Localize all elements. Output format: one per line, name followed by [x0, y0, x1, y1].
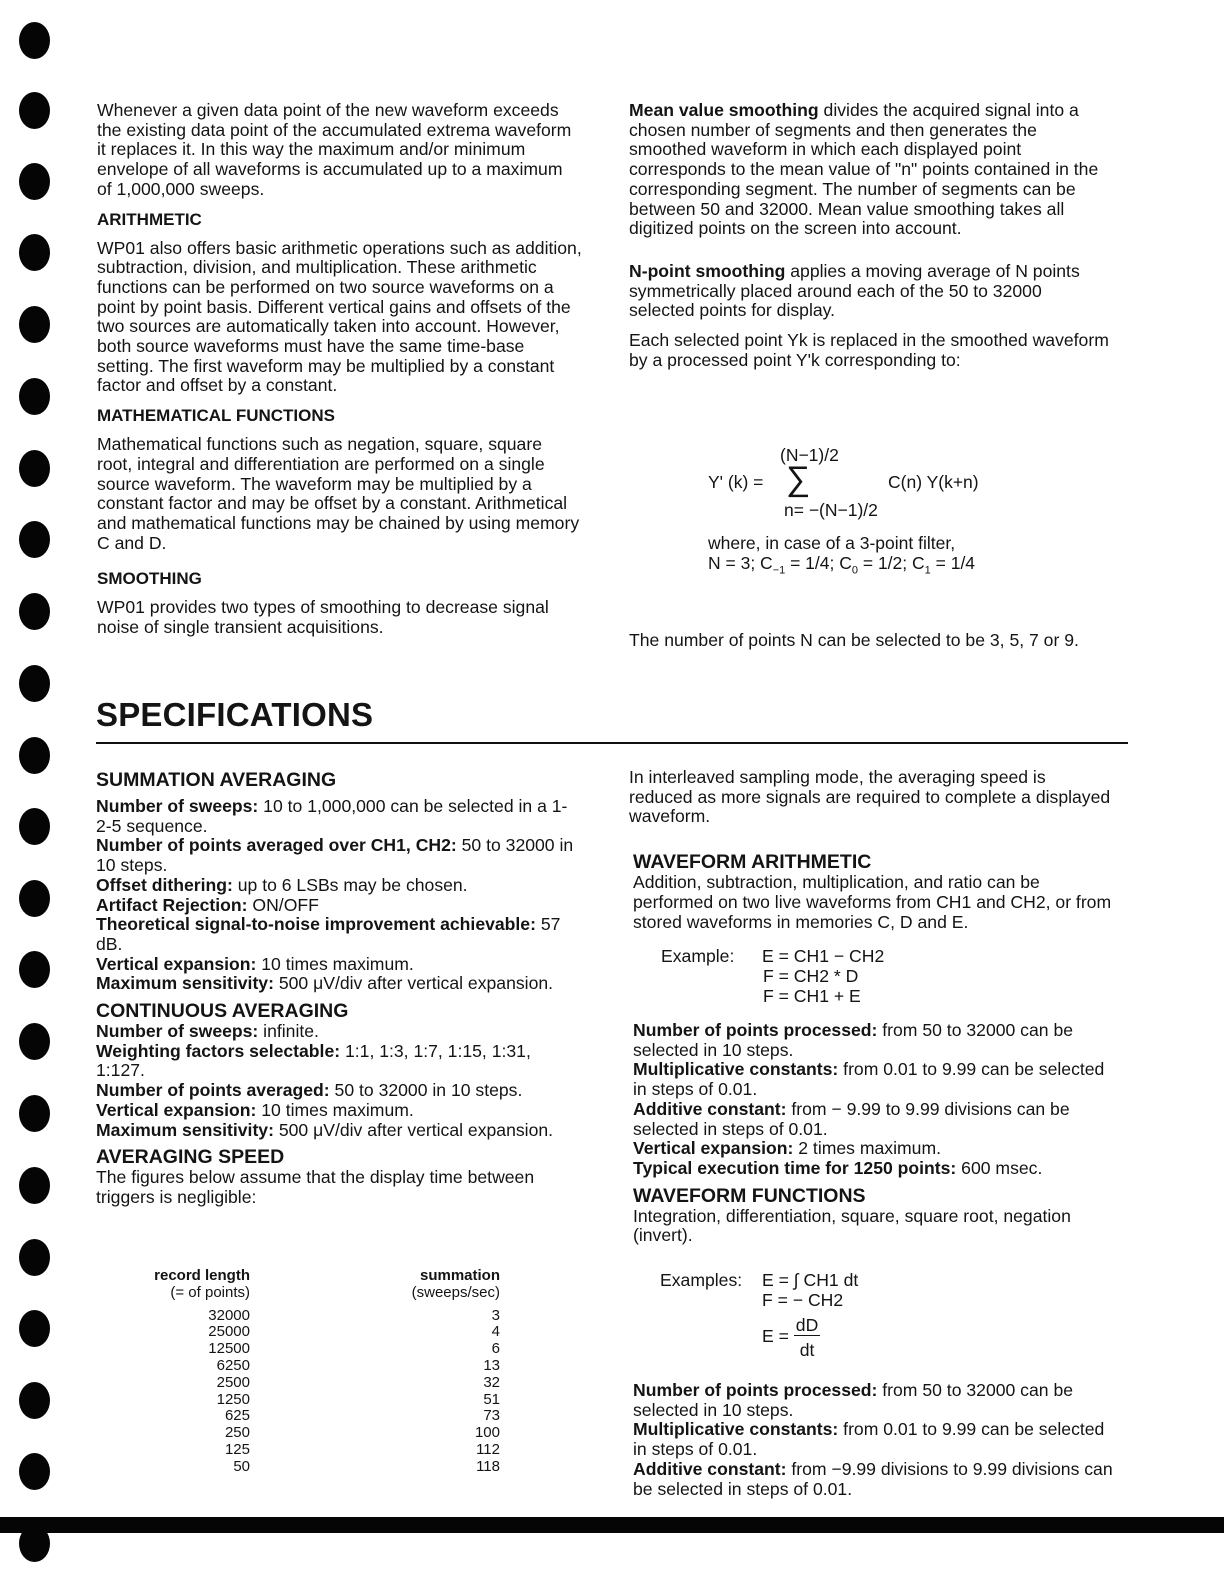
binder-hole: [19, 1167, 50, 1204]
binder-hole: [19, 22, 50, 59]
summation-cell: 118: [476, 1457, 500, 1475]
interleaved-paragraph: In interleaved sampling mode, the averaging speed is reduced as more signals are required to complete a displayed waveform.: [629, 767, 1111, 827]
summation-averaging-list: [96, 797, 581, 994]
binder-hole: [19, 808, 50, 845]
waveform-functions-paragraph: Integration, differentiation, square, square root, negation (invert).: [633, 1205, 1071, 1246]
math-functions-heading: MATHEMATICAL FUNCTIONS: [97, 406, 335, 426]
col-record-length-sub: (= of points): [170, 1283, 250, 1301]
col-summation-sub: (sweeps/sec): [411, 1283, 500, 1301]
npoints-selectable-paragraph: The number of points N can be selected to be 3, 5, 7 or 9.: [629, 630, 1079, 650]
arithmetic-item-label: Number of points processed:: [633, 1020, 878, 1040]
waveform-arithmetic-heading: WAVEFORM ARITHMETIC: [633, 851, 872, 874]
summation-item-label: Number of points averaged over CH1, CH2:: [96, 835, 457, 856]
summation-item-label: Artifact Rejection:: [96, 894, 248, 915]
continuous-item: Vertical expansion: 10 times maximum.: [96, 1099, 414, 1120]
arithmetic-item-label: Typical execution time for 1250 points:: [633, 1157, 957, 1178]
arithmetic-item-label: Additive constant:: [633, 1098, 787, 1119]
functions-item-label: Additive constant:: [633, 1458, 787, 1479]
continuous-item-label: Maximum sensitivity:: [96, 1119, 274, 1140]
table-row: [130, 1358, 500, 1375]
table-row: [130, 1425, 500, 1442]
arithmetic-specs: [633, 1021, 1118, 1246]
formula-where: where, in case of a 3-point filter,: [708, 533, 956, 553]
formula-upper-limit: (N−1)/2: [780, 445, 839, 465]
mean-smoothing-label: Mean value smoothing: [629, 100, 819, 120]
binder-hole: [19, 1239, 50, 1276]
table-row: [130, 1341, 500, 1358]
functions-specs: [633, 1381, 1118, 1499]
left-specs-column: [96, 769, 581, 1208]
specifications-title: SPECIFICATIONS: [96, 696, 374, 733]
example-negation: F = − CH2: [762, 1290, 844, 1310]
continuous-averaging-heading: CONTINUOUS AVERAGING: [96, 1000, 349, 1023]
math-functions-paragraph: Mathematical functions such as negation, square, square root, integral and differentiation are performed on a single source waveform. The waveform may be multiplied by a constant factor and may be offset by a constant. Arithmetical and mathematical functions may be chained by using memory C and D.: [97, 434, 580, 553]
table-row: [130, 1408, 500, 1425]
record-length-cell: 250: [224, 1424, 250, 1442]
summation-item: Vertical expansion: 10 times maximum.: [96, 953, 414, 974]
functions-item: Number of points processed: from 50 to 32000 can be selected in 10 steps.: [633, 1380, 1074, 1420]
smoothing-heading: SMOOTHING: [97, 569, 202, 589]
npoint-smoothing-paragraph: N-point smoothing applies a moving average of N points symmetrically placed around each of the 50 to 32000 selected points for display.: [629, 260, 1080, 321]
derivative-fraction: $\frac{dD}{dt}$: [795, 1315, 819, 1360]
arithmetic-heading: ARITHMETIC: [97, 209, 202, 229]
binder-hole: [19, 1382, 50, 1419]
arithmetic-item: Multiplicative constants: from 0.01 to 9.99 can be selected in steps of 0.01.: [633, 1059, 1105, 1100]
table-row: [130, 1459, 500, 1476]
summation-cell: 6: [491, 1340, 500, 1358]
examples-label: Examples:: [660, 1270, 743, 1290]
functions-item-label: Number of points processed:: [633, 1380, 878, 1400]
mean-smoothing-paragraph: Mean value smoothing divides the acquired signal into a chosen number of segments and then generates the smoothed waveform in which each displayed point corresponds to the mean value of "n" points contained in the corresponding segment. The number of segments can be between 50 and 32000. Mean value smoothing takes all digitized points on the screen into account.: [629, 100, 1099, 239]
specifications-rule: [96, 742, 1128, 744]
summation-item-label: Number of sweeps:: [96, 796, 259, 816]
summation-item: Maximum sensitivity: 500 μV/div after vertical expansion.: [96, 973, 554, 994]
example-integral: E = ∫ CH1 dt: [762, 1270, 859, 1290]
arithmetic-item: Additive constant: from − 9.99 to 9.99 divisions can be selected in steps of 0.01.: [633, 1098, 1070, 1139]
summation-item: Artifact Rejection: ON/OFF: [96, 894, 319, 915]
summation-cell: 32: [483, 1373, 500, 1391]
averaging-speed-heading: AVERAGING SPEED: [96, 1146, 285, 1169]
binder-hole: [19, 1095, 50, 1132]
summation-item-label: Offset dithering:: [96, 874, 233, 895]
col-record-length-header: record length: [154, 1267, 250, 1284]
left-top-column: [97, 101, 582, 638]
record-length-cell: 50: [233, 1457, 250, 1475]
summation-cell: 73: [483, 1407, 500, 1425]
continuous-item-label: Weighting factors selectable:: [96, 1040, 341, 1061]
record-length-cell: 125: [224, 1440, 250, 1458]
smoothing-paragraph: WP01 provides two types of smoothing to decrease signal noise of single transient acquisitions.: [97, 597, 549, 638]
binder-hole: [19, 1023, 50, 1060]
continuous-item-label: Number of sweeps:: [96, 1021, 259, 1042]
binder-hole: [19, 1453, 50, 1490]
summation-cell: 3: [491, 1306, 500, 1324]
functions-specs-list: [633, 1381, 1118, 1499]
record-length-cell: 1250: [216, 1390, 250, 1408]
record-length-cell: 32000: [208, 1306, 250, 1324]
functions-item-label: Multiplicative constants:: [633, 1419, 839, 1440]
continuous-item-label: Number of points averaged:: [96, 1080, 330, 1101]
record-length-cell: 2500: [216, 1373, 250, 1391]
binder-hole: [19, 593, 50, 630]
example-line: E = CH1 − CH2: [762, 946, 885, 966]
example-derivative: E = $\frac{dD}{dt}$: [762, 1315, 819, 1360]
continuous-item: Number of points averaged: 50 to 32000 in 10 steps.: [96, 1080, 523, 1101]
summation-cell: 100: [474, 1424, 500, 1442]
col-summation-header: summation: [419, 1267, 500, 1284]
summation-item: Number of sweeps: 10 to 1,000,000 can be selected in a 1-2-5 sequence.: [96, 796, 568, 836]
summation-averaging-heading: SUMMATION AVERAGING: [96, 769, 337, 791]
example-line: F = CH1 + E: [763, 986, 861, 1006]
binder-hole: [19, 880, 50, 917]
arithmetic-item-label: Vertical expansion:: [633, 1138, 794, 1159]
summation-item-label: Vertical expansion:: [96, 953, 257, 974]
continuous-item-label: Vertical expansion:: [96, 1099, 257, 1120]
arithmetic-item: Vertical expansion: 2 times maximum.: [633, 1138, 941, 1159]
formula-lower-limit: n= −(N−1)/2: [784, 500, 878, 520]
binder-hole: [19, 378, 50, 415]
binder-hole: [19, 163, 50, 200]
functions-item: Multiplicative constants: from 0.01 to 9.99 can be selected in steps of 0.01.: [633, 1419, 1105, 1460]
record-length-cell: 6250: [216, 1356, 250, 1374]
summation-item: Offset dithering: up to 6 LSBs may be chosen.: [96, 874, 468, 895]
binder-hole: [19, 450, 50, 487]
functions-examples: [660, 1270, 980, 1365]
formula-lhs: Y' (k) =: [708, 472, 764, 492]
summation-cell: 51: [483, 1390, 500, 1408]
summation-item: Number of points averaged over CH1, CH2: 50 to 32000 in 10 steps.: [96, 835, 574, 876]
waveform-functions-heading: WAVEFORM FUNCTIONS: [633, 1184, 866, 1207]
record-length-cell: 25000: [208, 1323, 250, 1341]
binder-hole: [19, 951, 50, 988]
formula-3point-values: N = 3; $C_{-1} = 1/4$; $C_0 = 1/2$; $C_1 = 1/4$: [708, 553, 976, 577]
right-specs-column: [629, 768, 1114, 932]
right-top-column: [629, 101, 1109, 370]
arithmetic-paragraph: WP01 also offers basic arithmetic operations such as addition, subtraction, division, and multiplication. These arithmetic functions can be performed on two source waveforms on a point by point basis. Different vertical gains and offsets of the two sources are automatically taken into account. However, both source waveforms must have the same time-base setting. The first waveform may be multiplied by a constant factor and offset by a constant.: [97, 237, 582, 396]
example-label: Example:: [661, 946, 735, 966]
binder-hole: [19, 92, 50, 129]
npoint-smoothing-label: N-point smoothing: [629, 260, 786, 281]
summation-item-label: Maximum sensitivity:: [96, 973, 274, 994]
record-length-cell: 12500: [208, 1340, 250, 1358]
table-row: [130, 1308, 500, 1325]
smoothing-formula: [708, 445, 1068, 580]
page-bottom-bar: [0, 1517, 1224, 1533]
averaging-speed-table: [130, 1268, 510, 1476]
binder-hole: [19, 1310, 50, 1347]
waveform-arithmetic-paragraph: Addition, subtraction, multiplication, and ratio can be performed on two live waveforms from CH1 and CH2, or from stored waveforms in memories C, D and E.: [633, 872, 1112, 932]
binder-hole: [19, 306, 50, 343]
sigma-symbol: ∑: [786, 460, 811, 498]
binder-hole: [19, 665, 50, 702]
record-length-cell: 625: [224, 1407, 250, 1425]
arithmetic-specs-list: [633, 1021, 1118, 1179]
continuous-item: Weighting factors selectable: 1:1, 1:3, 1:7, 1:15, 1:31, 1:127.: [96, 1040, 531, 1081]
arithmetic-item: Number of points processed: from 50 to 32000 can be selected in 10 steps.: [633, 1020, 1074, 1060]
continuous-item: Maximum sensitivity: 500 μV/div after vertical expansion.: [96, 1119, 554, 1140]
arithmetic-item: Typical execution time for 1250 points: 600 msec.: [633, 1157, 1043, 1178]
continuous-item: Number of sweeps: infinite.: [96, 1021, 319, 1042]
table-row: [130, 1375, 500, 1392]
summation-cell: 13: [483, 1356, 500, 1374]
averaging-speed-paragraph: The figures below assume that the display time between triggers is negligible:: [96, 1167, 535, 1207]
table-row: [130, 1392, 500, 1409]
table-row: [130, 1442, 500, 1459]
arithmetic-item-label: Multiplicative constants:: [633, 1059, 839, 1080]
arithmetic-example-lines: [762, 946, 884, 1006]
table-row: [130, 1324, 500, 1341]
summation-item-label: Theoretical signal-to-noise improvement achievable:: [96, 914, 536, 935]
continuous-averaging-list: [96, 1022, 581, 1140]
each-point-paragraph: Each selected point Yk is replaced in the smoothed waveform by a processed point Y'k corresponding to:: [629, 330, 1109, 370]
binder-hole: [19, 234, 50, 271]
binder-hole: [19, 737, 50, 774]
extrema-paragraph: Whenever a given data point of the new waveform exceeds the existing data point of the accumulated extrema waveform it replaces it. In this way the maximum and/or minimum envelope of all waveforms is accumulated up to a maximum of 1,000,000 sweeps.: [97, 100, 572, 199]
summation-cell: 4: [491, 1323, 500, 1341]
binder-hole: [19, 521, 50, 558]
example-line: F = CH2 * D: [763, 966, 859, 986]
summation-cell: 112: [476, 1440, 500, 1458]
summation-item: Theoretical signal-to-noise improvement achievable: 57 dB.: [96, 914, 561, 954]
functions-item: Additive constant: from −9.99 divisions to 9.99 divisions can be selected in steps of 0.01.: [633, 1458, 1113, 1499]
formula-rhs: C(n) Y(k+n): [888, 472, 979, 492]
